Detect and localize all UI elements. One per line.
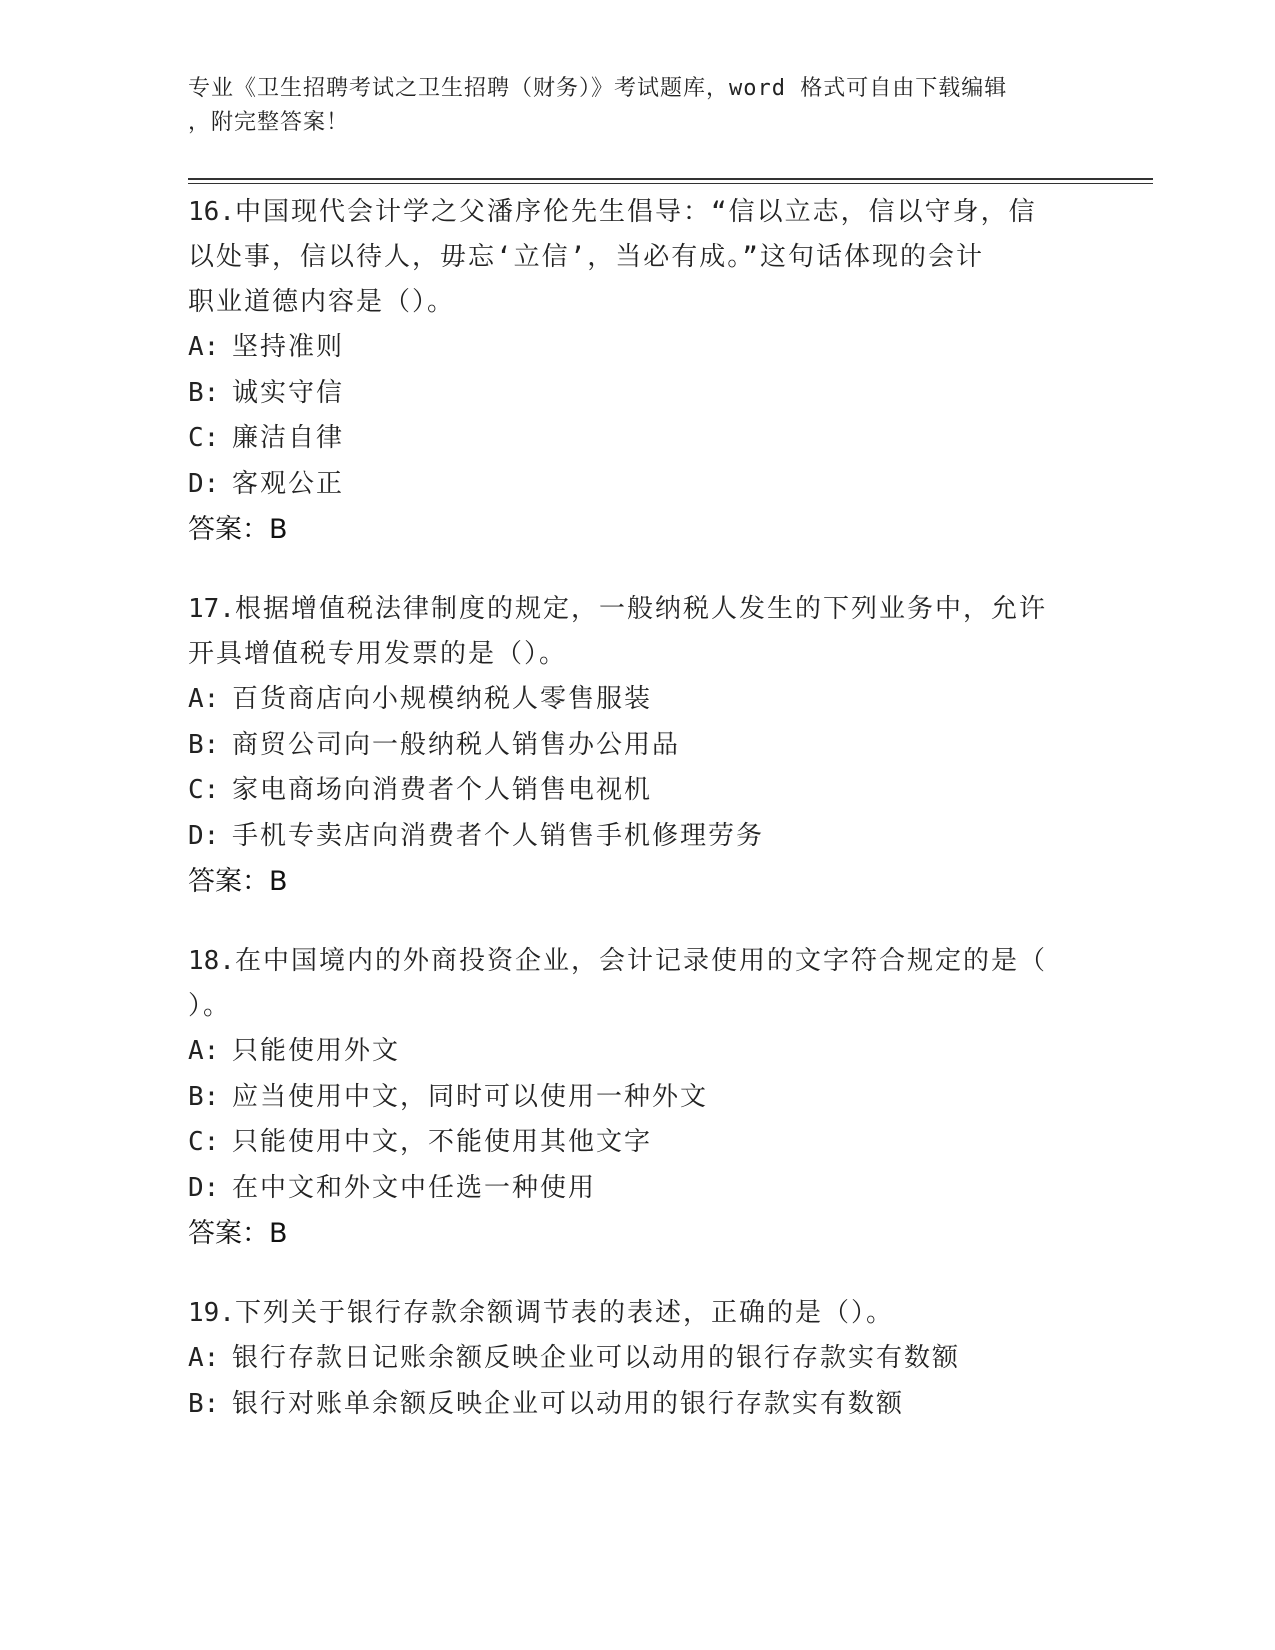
question-stem-line: ）。	[188, 991, 232, 1021]
question-17	[188, 587, 1088, 905]
question-number: 19.	[188, 1298, 235, 1328]
answer-line: 答案：B	[188, 1218, 288, 1249]
option-letter: C:	[188, 775, 220, 805]
question-number: 18.	[188, 946, 235, 976]
question-16	[188, 190, 1088, 553]
option-b	[188, 1382, 1088, 1428]
header-divider-thick	[188, 178, 1153, 180]
option-letter: C:	[188, 1127, 220, 1157]
option-d	[188, 462, 1088, 508]
question-19	[188, 1291, 1088, 1427]
option-a	[188, 1029, 1088, 1075]
option-text: 银行对账单余额反映企业可以动用的银行存款实有数额	[232, 1388, 905, 1419]
option-letter: B:	[188, 377, 220, 408]
option-letter: B:	[188, 1081, 220, 1112]
question-stem-line: 开具增值税专用发票的是（）。	[188, 639, 568, 669]
option-b	[188, 723, 1088, 769]
document-header	[188, 72, 1068, 140]
question-number: 16.	[188, 197, 235, 227]
option-b	[188, 1075, 1088, 1121]
option-text: 廉洁自律	[232, 423, 345, 453]
question-18	[188, 939, 1088, 1257]
option-letter: C:	[188, 423, 220, 453]
question-number: 17.	[188, 594, 235, 624]
option-letter: D:	[188, 1172, 220, 1203]
option-c	[188, 1120, 1088, 1166]
question-list	[188, 190, 1088, 1461]
option-b	[188, 371, 1088, 417]
option-text: 诚实守信	[232, 377, 345, 408]
option-text: 只能使用中文，不能使用其他文字	[232, 1127, 653, 1157]
option-letter: A:	[188, 1343, 220, 1373]
question-stem-line: 职业道德内容是（）。	[188, 287, 456, 317]
option-letter: D:	[188, 468, 220, 499]
option-text: 在中文和外文中任选一种使用	[232, 1172, 597, 1203]
option-text: 银行存款日记账余额反映企业可以动用的银行存款实有数额	[232, 1343, 961, 1373]
option-c	[188, 768, 1088, 814]
option-d	[188, 1166, 1088, 1212]
question-stem-line: 19.下列关于银行存款余额调节表的表述，正确的是（）。	[188, 1298, 894, 1328]
option-text: 应当使用中文，同时可以使用一种外文	[232, 1081, 709, 1112]
option-a	[188, 325, 1088, 371]
option-text: 手机专卖店向消费者个人销售手机修理劳务	[232, 820, 765, 851]
header-divider-thin	[188, 183, 1153, 184]
option-letter: B:	[188, 729, 220, 760]
option-letter: D:	[188, 820, 220, 851]
answer-line: 答案：B	[188, 514, 288, 545]
option-text: 百货商店向小规模纳税人零售服装	[232, 684, 653, 714]
option-letter: A:	[188, 684, 220, 714]
header-line-1: 专业《卫生招聘考试之卫生招聘（财务）》考试题库，word 格式可自由下载编辑	[188, 76, 1008, 101]
option-letter: A:	[188, 1036, 220, 1066]
question-stem-line: 以处事，信以待人，毋忘‘立信’，当必有成。”这句话体现的会计	[188, 242, 984, 272]
answer-line: 答案：B	[188, 866, 288, 897]
option-text: 家电商场向消费者个人销售电视机	[232, 775, 653, 805]
question-stem-line: 17.根据增值税法律制度的规定，一般纳税人发生的下列业务中，允许	[188, 594, 1047, 624]
option-letter: B:	[188, 1388, 220, 1419]
question-stem-line: 16.中国现代会计学之父潘序伦先生倡导：“信以立志，信以守身，信	[188, 197, 1037, 227]
option-text: 商贸公司向一般纳税人销售办公用品	[232, 729, 681, 760]
option-c	[188, 416, 1088, 462]
option-text: 客观公正	[232, 468, 345, 499]
option-d	[188, 814, 1088, 860]
option-a	[188, 1336, 1088, 1382]
option-text: 坚持准则	[232, 332, 345, 362]
option-a	[188, 677, 1088, 723]
question-stem-line: 18.在中国境内的外商投资企业，会计记录使用的文字符合规定的是（	[188, 946, 1047, 976]
option-text: 只能使用外文	[232, 1036, 401, 1066]
header-line-2: ，附完整答案！	[188, 110, 350, 135]
option-letter: A:	[188, 332, 220, 362]
